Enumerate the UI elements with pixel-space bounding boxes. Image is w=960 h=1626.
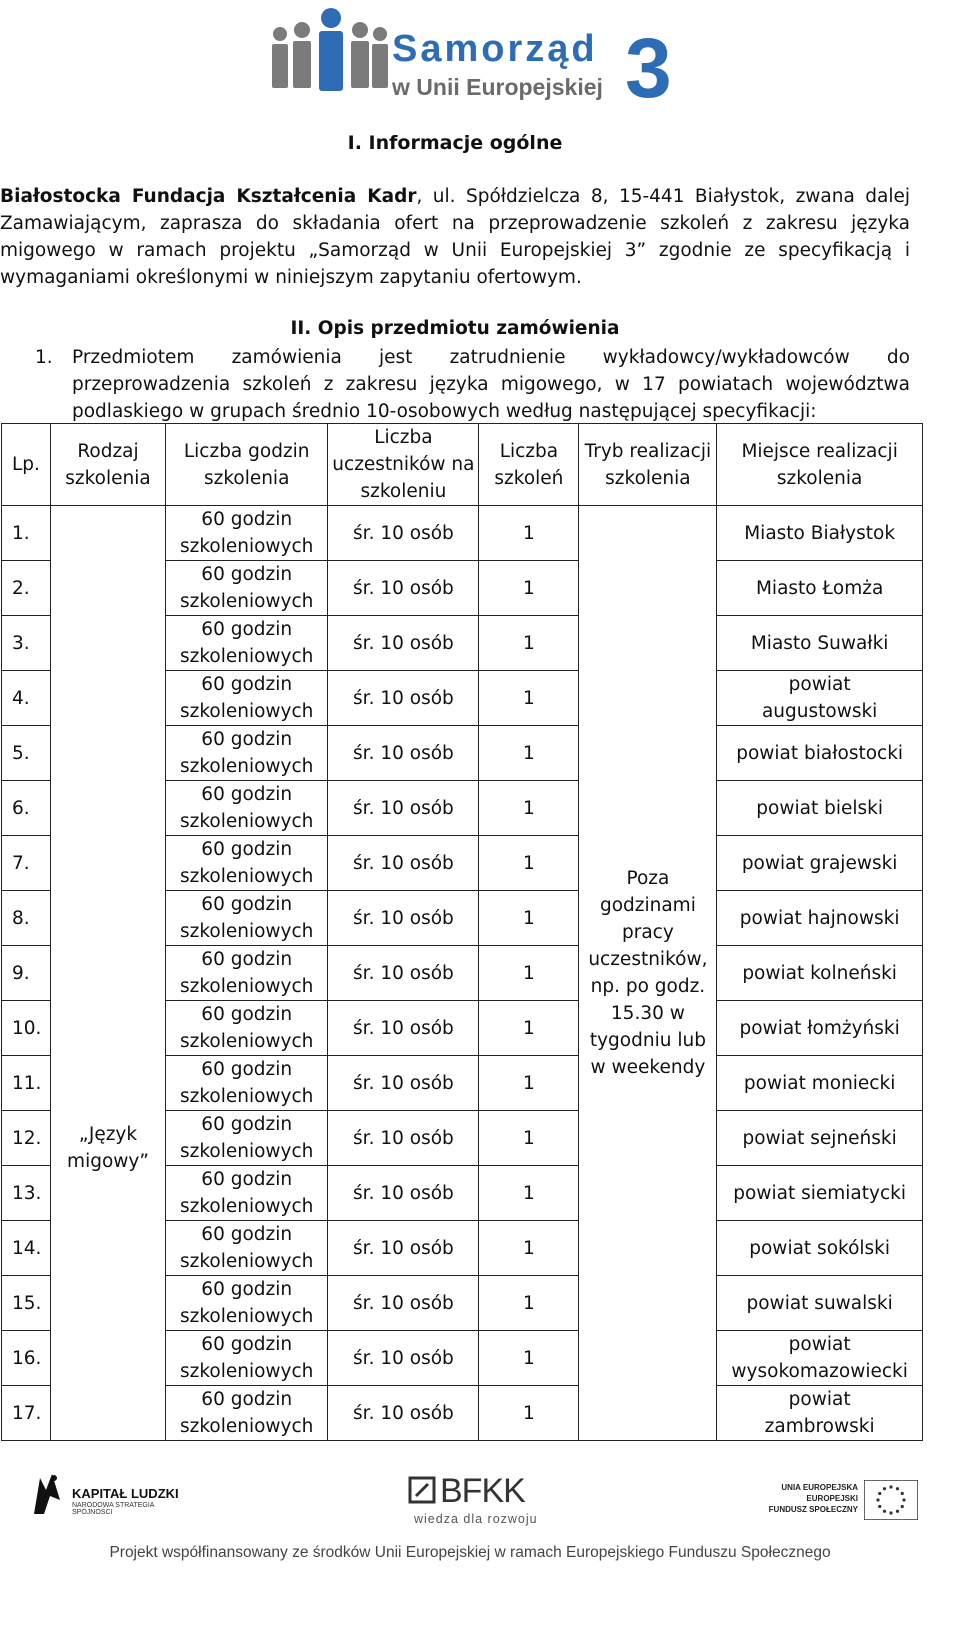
cell-uczestnikow: śr. 10 osób	[328, 1056, 479, 1111]
cell-godzin: 60 godzin szkoleniowych	[166, 1111, 328, 1166]
cell-miejsce: Miasto Suwałki	[717, 616, 922, 671]
eu-logo	[768, 1480, 918, 1540]
cell-szkolen: 1	[479, 1166, 579, 1221]
cell-szkolen: 1	[479, 1056, 579, 1111]
cell-miejsce: powiat hajnowski	[717, 891, 922, 946]
cell-uczestnikow: śr. 10 osób	[328, 1386, 479, 1441]
eu-star	[878, 1492, 881, 1495]
table-body	[2, 506, 923, 1441]
cell-uczestnikow: śr. 10 osób	[328, 671, 479, 726]
cell-szkolen: 1	[479, 946, 579, 1001]
cell-uczestnikow: śr. 10 osób	[328, 946, 479, 1001]
section1-intro	[0, 183, 910, 291]
cell-godzin: 60 godzin szkoleniowych	[166, 1221, 328, 1276]
eu-star	[876, 1498, 879, 1501]
cell-miejsce: powiat sokólski	[717, 1221, 922, 1276]
bfkk-name: BFKK	[440, 1472, 525, 1510]
eu-text	[768, 1482, 858, 1515]
cell-godzin: 60 godzin szkoleniowych	[166, 616, 328, 671]
header-lp: Lp.	[2, 424, 51, 506]
cell-miejsce: powiat suwalski	[717, 1276, 922, 1331]
cell-szkolen: 1	[479, 836, 579, 891]
cell-uczestnikow: śr. 10 osób	[328, 1276, 479, 1331]
cell-szkolen: 1	[479, 726, 579, 781]
cell-tryb: Poza godzinami pracy uczestników, np. po godz. 15.30 w tygodniu lub w weekendy	[579, 506, 717, 1441]
cell-lp: 7.	[2, 836, 51, 891]
header-tryb: Tryb realizacji szkolenia	[579, 424, 717, 506]
bfkk-logo	[408, 1472, 538, 1534]
eu-star	[889, 1485, 892, 1488]
cell-uczestnikow: śr. 10 osób	[328, 561, 479, 616]
cell-lp: 17.	[2, 1386, 51, 1441]
footer-note: Projekt współfinansowany ze środków Unii Europejskiej w ramach Europejskiego Funduszu Społecznego	[109, 1544, 831, 1561]
cell-godzin: 60 godzin szkoleniowych	[166, 506, 328, 561]
cell-godzin: 60 godzin szkoleniowych	[166, 1166, 328, 1221]
cell-godzin: 60 godzin szkoleniowych	[166, 561, 328, 616]
cell-miejsce: powiat siemiatycki	[717, 1166, 922, 1221]
eu-star	[883, 1510, 886, 1513]
header-rodzaj: Rodzaj szkolenia	[51, 424, 166, 506]
eu-line1: UNIA EUROPEJSKA	[781, 1483, 858, 1492]
cell-godzin: 60 godzin szkoleniowych	[166, 671, 328, 726]
cell-lp: 10.	[2, 1001, 51, 1056]
cell-miejsce: Miasto Białystok	[717, 506, 922, 561]
cell-miejsce: powiat białostocki	[717, 726, 922, 781]
cell-godzin: 60 godzin szkoleniowych	[166, 1001, 328, 1056]
cell-lp: 16.	[2, 1331, 51, 1386]
cell-lp: 5.	[2, 726, 51, 781]
header-szkolen: Liczba szkoleń	[479, 424, 579, 506]
samorzad-logo	[270, 6, 690, 115]
eu-flag-icon	[864, 1480, 918, 1520]
eu-star	[896, 1510, 899, 1513]
cell-lp: 12.	[2, 1111, 51, 1166]
cell-lp: 15.	[2, 1276, 51, 1331]
cell-miejsce: Miasto Łomża	[717, 561, 922, 616]
cell-lp: 2.	[2, 561, 51, 616]
cell-lp: 14.	[2, 1221, 51, 1276]
item-number: 1.	[35, 347, 53, 368]
eu-star	[902, 1498, 905, 1501]
eu-line3: FUNDUSZ SPOŁECZNY	[768, 1505, 858, 1514]
section1-title: I. Informacje ogólne	[347, 132, 563, 154]
cell-uczestnikow: śr. 10 osób	[328, 506, 479, 561]
cell-miejsce: powiat augustowski	[717, 671, 922, 726]
eu-star	[878, 1505, 881, 1508]
cell-lp: 8.	[2, 891, 51, 946]
eu-star	[889, 1511, 892, 1514]
section2-title: II. Opis przedmiotu zamówienia	[290, 318, 620, 339]
cell-miejsce: powiat grajewski	[717, 836, 922, 891]
kapital-ludzki-emblem-icon	[30, 1470, 64, 1518]
bfkk-tagline: wiedza dla rozwoju	[414, 1512, 538, 1526]
spec-table	[1, 423, 923, 1441]
item-text: Przedmiotem zamówienia jest zatrudnienie wykładowcy/wykładowców do przeprowadzenia szkoleń z zakresu języka migowego, w 17 powiatach województwa podlaskiego w grupach średnio 10-osobowych według następującej specyfikacji:	[72, 347, 910, 422]
cell-miejsce: powiat zambrowski	[717, 1386, 922, 1441]
logo-line2: w Unii Europejskiej	[392, 74, 603, 100]
cell-uczestnikow: śr. 10 osób	[328, 836, 479, 891]
cell-miejsce: powiat kolneński	[717, 946, 922, 1001]
cell-miejsce: powiat łomżyński	[717, 1001, 922, 1056]
eu-star	[896, 1487, 899, 1490]
cell-godzin: 60 godzin szkoleniowych	[166, 946, 328, 1001]
cell-uczestnikow: śr. 10 osób	[328, 1221, 479, 1276]
cell-godzin: 60 godzin szkoleniowych	[166, 726, 328, 781]
cell-miejsce: powiat wysokomazowiecki	[717, 1331, 922, 1386]
eu-line2: EUROPEJSKI	[806, 1494, 858, 1503]
cell-szkolen: 1	[479, 561, 579, 616]
table-header-row	[2, 424, 923, 506]
table-row	[2, 506, 923, 561]
eu-star	[883, 1487, 886, 1490]
intro-text: , ul. Spółdzielcza 8, 15-441 Białystok, zwana dalej Zamawiającym, zaprasza do składania ofert na przeprowadzenie szkoleń z zakresu języka migowego w ramach projektu „Samorząd w Unii Europejskiej 3” zgodnie ze specyfikacją i wymaganiami określonymi w niniejszym zapytaniu ofertowym.	[0, 186, 911, 288]
cell-godzin: 60 godzin szkoleniowych	[166, 1276, 328, 1331]
cell-lp: 13.	[2, 1166, 51, 1221]
cell-miejsce: powiat moniecki	[717, 1056, 922, 1111]
cell-uczestnikow: śr. 10 osób	[328, 726, 479, 781]
header-uczestnikow: Liczba uczestników na szkoleniu	[328, 424, 479, 506]
kl-subtitle: NARODOWA STRATEGIA SPÓJNOŚCI	[72, 1502, 155, 1516]
cell-godzin: 60 godzin szkoleniowych	[166, 1331, 328, 1386]
logo-number: 3	[625, 21, 672, 115]
footer-logos	[0, 1470, 910, 1540]
cell-godzin: 60 godzin szkoleniowych	[166, 1056, 328, 1111]
cell-godzin: 60 godzin szkoleniowych	[166, 781, 328, 836]
cell-uczestnikow: śr. 10 osób	[328, 781, 479, 836]
cell-miejsce: powiat bielski	[717, 781, 922, 836]
cell-szkolen: 1	[479, 781, 579, 836]
cell-uczestnikow: śr. 10 osób	[328, 1331, 479, 1386]
cell-szkolen: 1	[479, 1331, 579, 1386]
cell-miejsce: powiat sejneński	[717, 1111, 922, 1166]
cell-lp: 6.	[2, 781, 51, 836]
logo-line1: Samorząd	[392, 28, 598, 70]
cell-godzin: 60 godzin szkoleniowych	[166, 836, 328, 891]
header-miejsce: Miejsce realizacji szkolenia	[717, 424, 922, 506]
cell-godzin: 60 godzin szkoleniowych	[166, 1386, 328, 1441]
cell-rodzaj: „Język migowy”	[51, 506, 166, 1441]
cell-uczestnikow: śr. 10 osób	[328, 891, 479, 946]
eu-star	[901, 1505, 904, 1508]
cell-szkolen: 1	[479, 1111, 579, 1166]
cell-uczestnikow: śr. 10 osób	[328, 1001, 479, 1056]
eu-star	[901, 1492, 904, 1495]
cell-szkolen: 1	[479, 1276, 579, 1331]
cell-lp: 1.	[2, 506, 51, 561]
cell-uczestnikow: śr. 10 osób	[328, 1111, 479, 1166]
cell-szkolen: 1	[479, 1001, 579, 1056]
cell-szkolen: 1	[479, 1221, 579, 1276]
cell-godzin: 60 godzin szkoleniowych	[166, 891, 328, 946]
cell-szkolen: 1	[479, 891, 579, 946]
cell-szkolen: 1	[479, 616, 579, 671]
intro-org-name: Białostocka Fundacja Kształcenia Kadr	[0, 186, 417, 207]
cell-szkolen: 1	[479, 1386, 579, 1441]
cell-uczestnikow: śr. 10 osób	[328, 1166, 479, 1221]
kl-title: KAPITAŁ LUDZKI	[72, 1486, 179, 1501]
cell-lp: 9.	[2, 946, 51, 1001]
header-godzin: Liczba godzin szkolenia	[166, 424, 328, 506]
cell-lp: 3.	[2, 616, 51, 671]
kapital-ludzki-logo	[30, 1470, 190, 1530]
people-icon	[270, 6, 390, 106]
bfkk-mark-icon	[408, 1476, 436, 1504]
cell-lp: 4.	[2, 671, 51, 726]
cell-lp: 11.	[2, 1056, 51, 1111]
cell-uczestnikow: śr. 10 osób	[328, 616, 479, 671]
cell-szkolen: 1	[479, 671, 579, 726]
cell-szkolen: 1	[479, 506, 579, 561]
